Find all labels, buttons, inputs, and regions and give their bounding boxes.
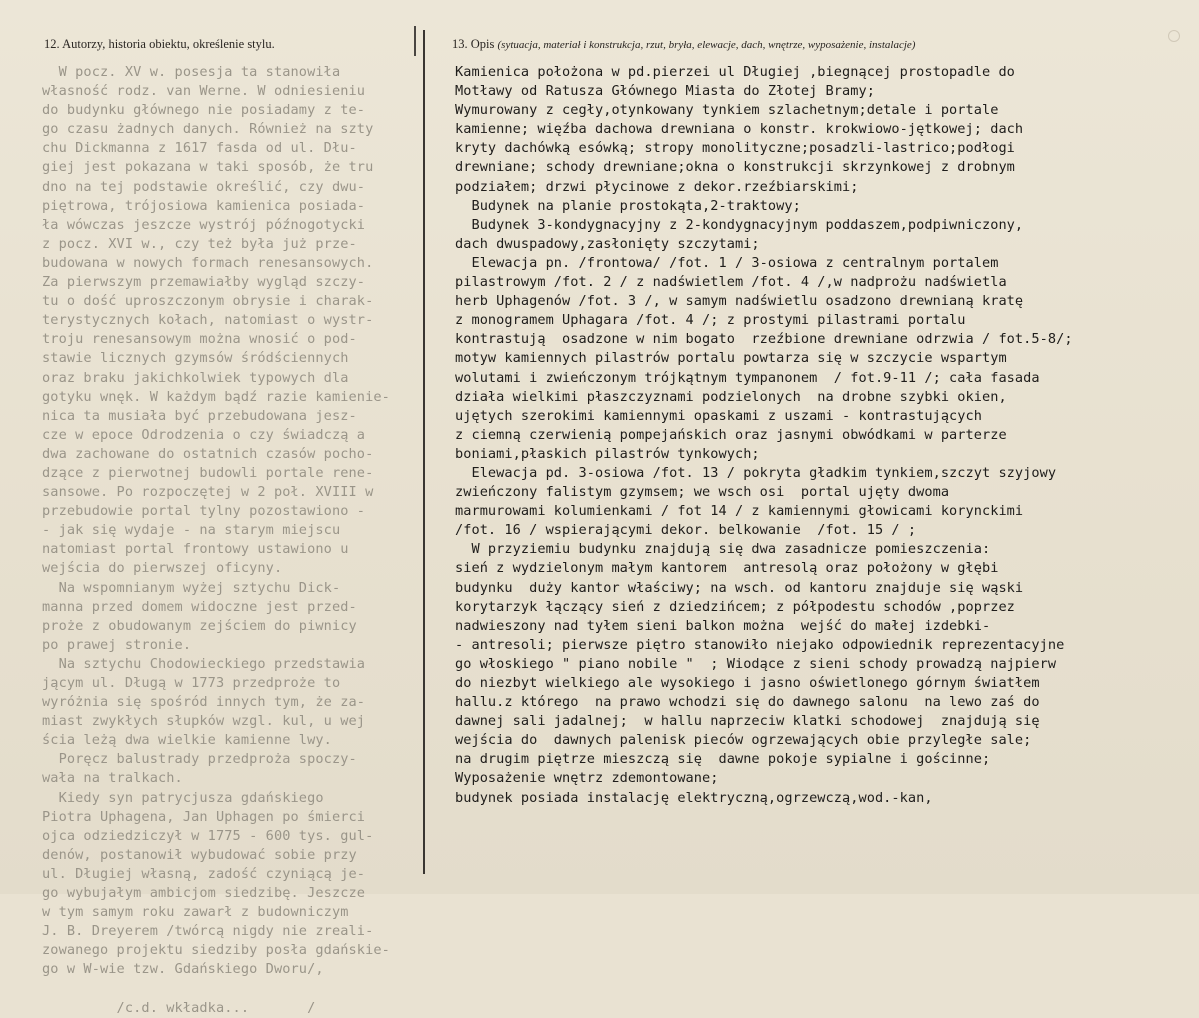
description-text-line: pilastrowym /fot. 2 / z nadświetlem /fot. 4 /,w nadprożu nadświetla (455, 274, 1007, 291)
history-text-line: stawie licznych gzymsów śródściennych (42, 350, 349, 367)
history-text-line: tu o dość uproszczonym obrysie i charak- (42, 293, 374, 310)
history-text-line: terystycznych kołach, natomiast o wystr- (42, 312, 374, 329)
right-header-title: Opis (470, 37, 495, 51)
description-text-line: korytarzyk łączący sień z dziedzińcem; z półpodestu schodów ,poprzez (455, 598, 1015, 615)
paper-spot (1168, 30, 1180, 42)
description-text-line: Wyposażenie wnętrz zdemontowane; (455, 770, 719, 787)
history-text-line: ła wówczas jeszcze wystrój późnogotycki (42, 216, 366, 233)
divider-top-mark (414, 26, 416, 56)
left-header-number: 12. (44, 37, 60, 51)
history-text-line: W pocz. XV w. posesja ta stanowiła (42, 64, 341, 80)
column-divider (423, 30, 425, 874)
history-text-line: nica ta musiała być przebudowana jesz- (42, 407, 357, 424)
description-text-line: Kamienica położona w pd.pierzei ul Długiej ,biegnącej prostopadle do (455, 64, 1015, 80)
history-text-line: dno na tej podstawie określić, czy dwu- (42, 178, 366, 195)
description-text-line: Budynek na planie prostokąta,2-traktowy; (455, 197, 801, 214)
description-text-line: podziałem; drzwi płycinowe z dekor.rzeźbiarskimi; (455, 178, 859, 195)
description-text-line: W przyziemiu budynku znajdują się dwa zasadnicze pomieszczenia: (455, 541, 991, 558)
description-text-line: kontrastują osadzone w nim bogato rzeźbione drewniane odrzwia / fot.5-8/; (455, 331, 1073, 348)
description-text-line: herb Uphagenów /fot. 3 /, w samym nadświetlu osadzono drewnianą kratę (455, 293, 1024, 310)
history-text-line: Poręcz balustrady przedproża spoczy- (42, 751, 357, 768)
description-text-line: dach dwuspadowy,zasłonięty szczytami; (455, 235, 760, 252)
history-text-line: przebudowie portal tylny pozostawiono - (42, 503, 366, 520)
history-text-line: Na sztychu Chodowieckiego przedstawia (42, 655, 366, 672)
history-text-line: miast zwykłych słupków wzgl. kul, u wej (42, 713, 366, 730)
description-text-line: na drugim piętrze mieszczą się dawne pokoje sypialne i gościnne; (455, 751, 991, 768)
description-text-line: z monogramem Uphagara /fot. 4 /; z prostymi pilastrami portalu (455, 312, 966, 329)
description-text-line: wejścia do dawnych palenisk pieców ogrzewających obie przyległe sale; (455, 732, 1032, 749)
description-text-line: /fot. 16 / wspierającymi dekor. belkowanie /fot. 15 / ; (455, 522, 917, 539)
description-text-line: go włoskiego " piano nobile " ; Wiodące z sieni schody prowadzą najpierw (455, 655, 1057, 672)
description-text-line: drewniane; schody drewniane;okna o konstrukcji skrzynkowej z drobnym (455, 159, 1015, 176)
history-text-line (42, 980, 390, 999)
description-text-line: kryty dachówką esówką; stropy monolityczne;posadzli-lastrico;podłogi (455, 140, 1015, 157)
history-text-line: giej jest pokazana w taki sposób, że tru (42, 159, 374, 176)
history-text-line: Na wspomnianym wyżej sztychu Dick- (42, 579, 341, 596)
description-text-line: hallu.z którego na prawo wchodzi się do dawnego salonu na lewo zaś do (455, 694, 1040, 711)
description-text-line: dawnej sali jadalnej; w hallu naprzeciw klatki schodowej znajdują się (455, 713, 1040, 730)
history-text-line: piętrowa, trójosiowa kamienica posiada- (42, 197, 366, 214)
history-text-line: manna przed domem widoczne jest przed- (42, 598, 357, 615)
history-text-line: gotyku wnęk. W każdym bądź razie kamienie- (42, 388, 390, 405)
description-text-line: wolutami i zwieńczonym trójkątnym tympanonem / fot.9-11 /; cała fasada (455, 369, 1040, 386)
history-text-line: jącym ul. Długą w 1773 przedproże to (42, 675, 341, 691)
history-text-line: Piotra Uphagena, Jan Uphagen po śmierci (42, 808, 366, 825)
history-text-line: go w W-wie tzw. Gdańskiego Dworu/, (42, 961, 324, 978)
description-text-line: budynku duży kantor właściwy; na wsch. od kantoru znajduje się wąski (455, 579, 1024, 596)
description-text-line: Motławy od Ratusza Głównego Miasta do Złotej Bramy; (455, 83, 875, 100)
description-text-line: do niezbyt wielkiego ale wysokiego i jasno oświetlonego górnym światłem (455, 675, 1040, 691)
history-text-line: denów, postanowił wybudować sobie przy (42, 846, 357, 863)
left-column-header (44, 37, 275, 52)
history-text-line: dzące z pierwotnej budowli portale rene- (42, 464, 374, 481)
history-text-line: wejścia do pierwszej oficyny. (42, 560, 283, 577)
description-text-line: Elewacja pd. 3-osiowa /fot. 13 / pokryta gładkim tynkiem,szczyt szyjowy (455, 464, 1057, 481)
history-text-line: go czasu żadnych danych. Również na szty (42, 121, 374, 138)
history-text-line: sansowe. Po rozpoczętej w 2 poł. XVIII w (42, 484, 374, 501)
history-text-line: wała na tralkach. (42, 770, 183, 787)
history-text-line: z pocz. XVI w., czy też była już prze- (42, 235, 357, 252)
description-text-line: Elewacja pn. /frontowa/ /fot. 1 / 3-osiowa z centralnym portalem (455, 254, 999, 271)
history-text-line: po prawej stronie. (42, 636, 192, 653)
history-text-line: dwa zachowane do ostatnich czasów pocho- (42, 445, 374, 462)
description-text-line: sień z wydzielonym małym kantorem antresolą oraz położony w głębi (455, 560, 999, 577)
history-text-line: troju renesansowym można wnosić o pod- (42, 331, 357, 348)
description-text-line: działa wielkimi płaszczyznami podzielonych na drobne szybki okien, (455, 388, 1007, 405)
description-text-line: - antresoli; pierwsze piętro stanowiło niejako odpowiednik reprezentacyjne (455, 636, 1065, 653)
description-text-line: nadwieszony nad tyłem sieni balkon można wejść do małej izdebki- (455, 617, 991, 634)
description-text-line: marmurowami kolumienkami / fot 14 / z kamiennymi głowicami korynckimi (455, 503, 1024, 520)
history-text-line: wyróżnia się spośród innych tym, że za- (42, 694, 366, 711)
history-text-line: oraz braku jakichkolwiek typowych dla (42, 369, 349, 386)
history-text-line: proże z obudowanym zejściem do piwnicy (42, 617, 357, 634)
description-text-line: budynek posiada instalację elektryczną,ogrzewczą,wod.-kan, (455, 789, 933, 806)
history-text-line: zowanego projektu siedziby posła gdańskie- (42, 942, 390, 959)
history-text-line: J. B. Dreyerem /twórcą nigdy nie zreali- (42, 923, 374, 940)
history-text-line: własność rodz. van Werne. W odniesieniu (42, 83, 366, 100)
history-text-column (42, 63, 390, 1018)
history-text-line: ul. Długiej własną, zadość czyniącą je- (42, 865, 366, 882)
description-text-line: motyw kamiennych pilastrów portalu powtarza się w szczycie wspartym (455, 350, 1007, 367)
history-text-line: chu Dickmanna z 1617 fasda od ul. Dłu- (42, 140, 357, 157)
history-text-line: ścia leżą dwa wielkie kamienne lwy. (42, 732, 332, 749)
right-header-subtitle: (sytuacja, materiał i konstrukcja, rzut, bryła, elewacje, dach, wnętrze, wyposażenie, instalacje) (497, 39, 916, 51)
history-text-line: go wybujałym ambicjom siedzibę. Jeszcze (42, 885, 366, 902)
history-text-line: /c.d. wkładka... / (42, 999, 316, 1016)
history-text-line: cze w epoce Odrodzenia o czy świadczą a (42, 426, 366, 443)
history-text-line: do budynku głównego nie posiadamy z te- (42, 102, 366, 119)
description-text-line: z ciemną czerwienią pompejańskich oraz jasnymi obwódkami w parterze (455, 426, 1007, 443)
right-column-header (452, 37, 915, 52)
description-text-column (455, 63, 1073, 808)
description-text-line: ujętych szerokimi kamiennymi opaskami z uszami - kontrastujących (455, 407, 982, 424)
description-text-line: boniami,płaskich pilastrów tynkowych; (455, 445, 760, 462)
history-text-line: ojca odziedziczył w 1775 - 600 tys. gul- (42, 827, 374, 844)
history-text-line: budowana w nowych formach renesansowych. (42, 254, 374, 271)
description-text-line: Budynek 3-kondygnacyjny z 2-kondygnacyjnym poddaszem,podpiwniczony, (455, 216, 1024, 233)
description-text-line: kamienne; więźba dachowa drewniana o konstr. krokwiowo-jętkowej; dach (455, 121, 1024, 138)
history-text-line: w tym samym roku zawarł z budowniczym (42, 904, 349, 921)
description-text-line: Wymurowany z cegły,otynkowany tynkiem szlachetnym;detale i portale (455, 102, 999, 119)
right-header-number: 13. (452, 37, 468, 51)
history-text-line: natomiast portal frontowy ustawiono u (42, 541, 349, 558)
description-text-line: zwieńczony falistym gzymsem; we wsch osi portal ujęty dwoma (455, 484, 950, 501)
left-header-title: Autorzy, historia obiektu, określenie stylu. (62, 37, 275, 51)
history-text-line: Za pierwszym przemawiałby wygląd szczy- (42, 274, 366, 291)
history-text-line: - jak się wydaje - na starym miejscu (42, 522, 341, 539)
history-text-line: Kiedy syn patrycjusza gdańskiego (42, 789, 324, 806)
